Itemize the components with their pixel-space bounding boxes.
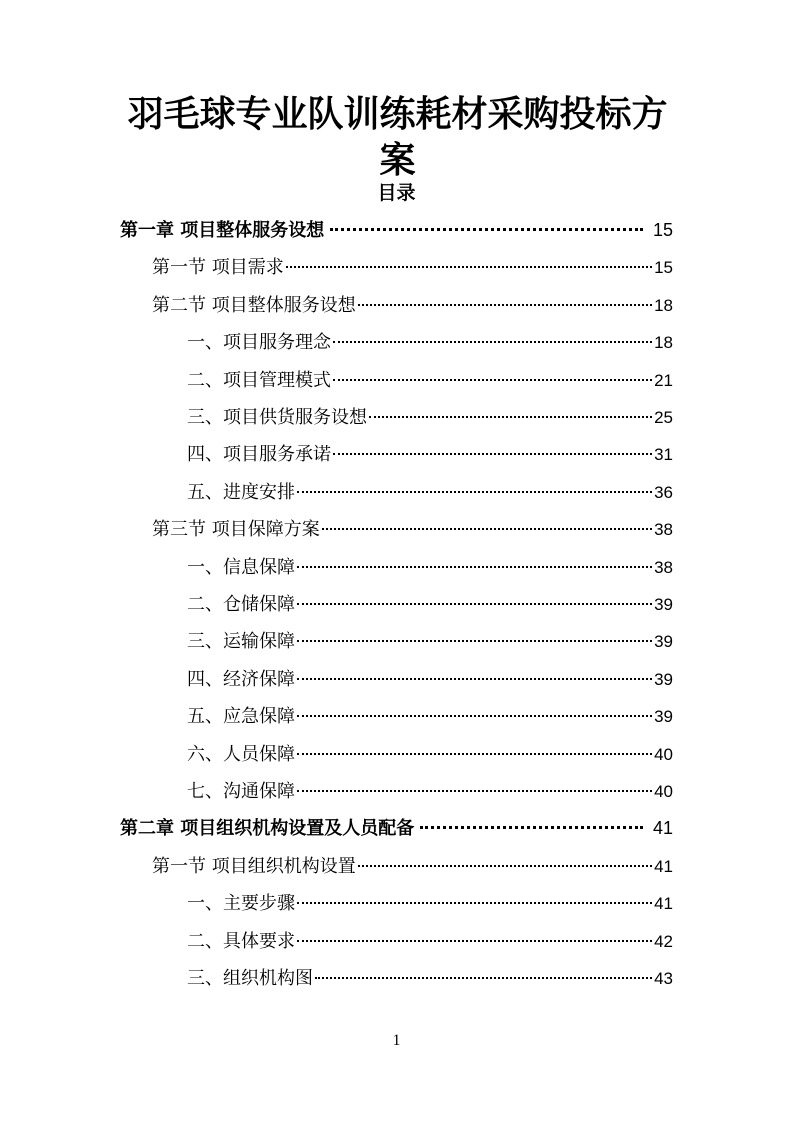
toc-entry-label: 二、具体要求 [187,930,295,952]
toc-dot-leader [297,753,652,755]
toc-entry[interactable] [187,960,673,997]
toc-dot-leader [330,228,643,231]
toc-entry-label: 五、应急保障 [187,706,295,728]
toc-dot-leader [420,826,643,829]
toc-entry[interactable] [187,586,673,623]
toc-entry[interactable] [152,511,673,548]
toc-entry-label: 一、信息保障 [187,556,295,578]
toc-entry-label: 二、仓储保障 [187,594,295,615]
toc-dot-leader [358,865,652,867]
toc-entry-page-number: 39 [654,707,673,727]
toc-entry-page-number: 36 [654,482,673,502]
toc-entry[interactable] [152,249,673,286]
toc-entry-label: 七、沟通保障 [187,781,295,802]
toc-entry-label: 第二节 项目整体服务设想 [152,294,356,316]
toc-entry-label: 四、经济保障 [187,668,295,690]
toc-entry-label: 三、运输保障 [187,631,295,653]
toc-entry[interactable] [187,923,673,960]
toc-entry[interactable] [187,698,673,735]
toc-entry-page-number: 18 [654,333,673,353]
toc-dot-leader [315,977,652,979]
toc-entry-page-number: 41 [654,856,673,876]
toc-entry-page-number: 41 [654,894,673,914]
toc-entry-label: 一、主要步骤 [187,893,295,915]
toc-entry-page-number: 40 [654,782,673,801]
toc-entry-label: 六、人员保障 [187,743,295,765]
toc-entry-page-number: 15 [652,220,673,240]
toc-entry-page-number: 43 [654,969,673,988]
toc-entry-page-number: 18 [654,295,673,315]
toc-entry[interactable] [187,436,673,473]
toc-entry-page-number: 25 [654,408,673,427]
toc-heading: 目录 [377,182,416,204]
toc-dot-leader [297,603,652,605]
toc-entry[interactable] [187,399,673,436]
toc-entry-label: 五、进度安排 [187,481,295,503]
toc-dot-leader [333,379,652,381]
toc-dot-leader [286,266,652,268]
toc-entry-label: 第一章 项目整体服务设想 [120,220,325,241]
toc-entry-label: 三、项目供货服务设想 [187,407,367,428]
toc-dot-leader [297,491,652,493]
toc-entry[interactable] [187,885,673,922]
page-number: 1 [392,1032,401,1049]
toc-entry-page-number: 39 [654,669,673,689]
toc-dot-leader [297,902,652,904]
toc-entry-page-number: 15 [654,258,673,278]
toc-entry[interactable] [152,287,673,324]
toc-dot-leader [297,790,652,792]
toc-dot-leader [297,678,652,680]
toc-entry-page-number: 41 [652,818,673,839]
toc-dot-leader [297,566,652,568]
toc-entry-label: 第一节 项目组织机构设置 [152,855,356,877]
toc-entry[interactable] [187,736,673,773]
toc-entry-label: 二、项目管理模式 [187,369,331,391]
toc-entry[interactable] [120,810,673,847]
toc-entry-page-number: 38 [654,557,673,577]
toc-entry-label: 四、项目服务承诺 [187,444,331,466]
toc-entry[interactable] [187,474,673,511]
toc-dot-leader [297,940,652,942]
toc-entry-page-number: 38 [654,520,673,540]
toc-entry-page-number: 40 [654,744,673,764]
toc-entry[interactable] [187,324,673,361]
toc-entry-page-number: 42 [654,931,673,951]
toc-dot-leader [333,453,652,455]
toc-dot-leader [369,416,652,418]
toc-entry[interactable] [187,661,673,698]
toc-entry[interactable] [120,212,673,249]
toc-entry-page-number: 39 [654,595,673,614]
toc-dot-leader [333,341,652,343]
toc-dot-leader [358,304,652,306]
document-title-line-1: 羽毛球专业队训练耗材采购投标方 [127,94,668,135]
document-title-line-2: 案 [379,140,416,181]
toc-entry-label: 第二章 项目组织机构设置及人员配备 [120,818,415,840]
document-title [120,92,675,184]
toc-entry[interactable] [187,549,673,586]
toc-dot-leader [297,640,652,642]
toc-entry-label: 第一节 项目需求 [152,257,284,279]
toc-entry-page-number: 21 [654,370,673,390]
toc-dot-leader [322,528,652,530]
toc-entry-page-number: 31 [654,445,673,465]
toc-entry[interactable] [152,848,673,885]
toc-entry-label: 第三节 项目保障方案 [152,519,320,541]
toc-entry-label: 三、组织机构图 [187,968,313,989]
toc-entry[interactable] [187,773,673,810]
toc-entry-label: 一、项目服务理念 [187,332,331,354]
toc-dot-leader [297,715,652,717]
toc-entry[interactable] [187,623,673,660]
toc-entry[interactable] [187,362,673,399]
toc-entry-page-number: 39 [654,632,673,652]
